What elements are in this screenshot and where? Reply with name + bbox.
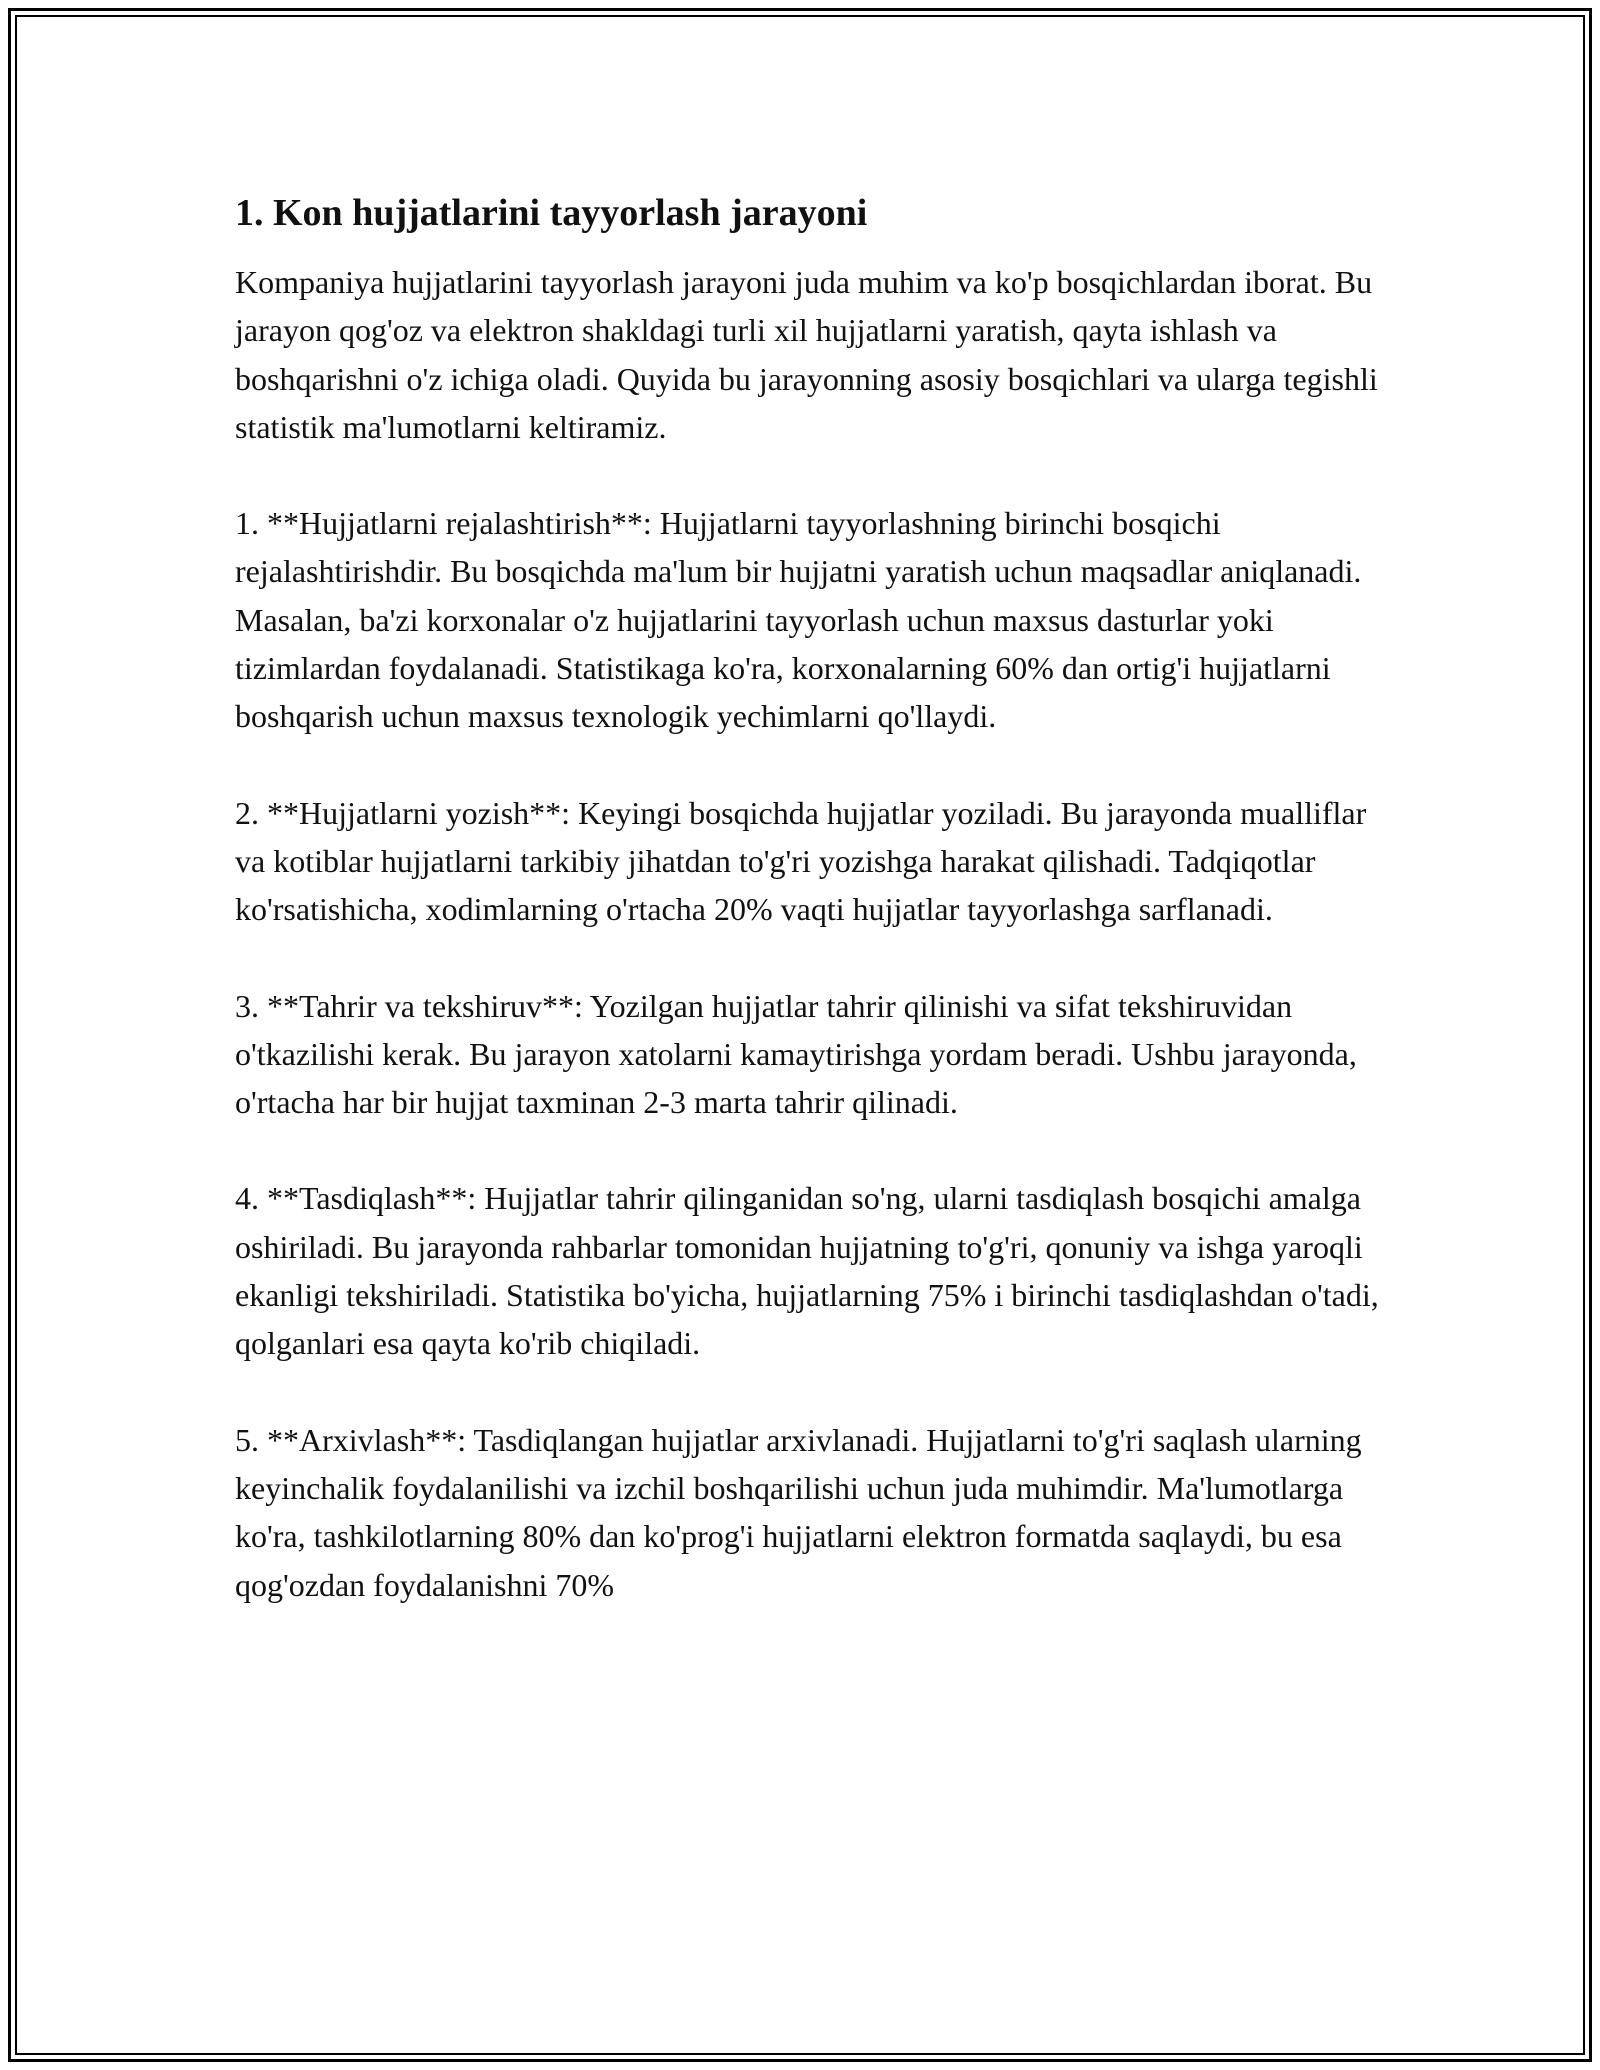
step-archiving-paragraph: 5. **Arxivlash**: Tasdiqlangan hujjatlar arxivlanadi. Hujjatlarni to'g'ri saqlash ularning keyinchalik foydalanilishi va izchil boshqarilishi uchun juda muhimdir. Ma'lumotlarga ko'ra, tashkilotlarning 80% dan ko'prog'i hujjatlarni elektron formatda saqlaydi, bu esa qog'ozdan foydalanishni 70% — [235, 1421, 1362, 1603]
step-review-paragraph: 3. **Tahrir va tekshiruv**: Yozilgan hujjatlar tahrir qilinishi va sifat tekshiruvidan o'tkazilishi kerak. Bu jarayon xatolarni kamaytirishga yordam beradi. Ushbu jarayonda, o'rtacha har bir hujjat taxminan 2-3 marta tahrir qilinadi. — [235, 987, 1357, 1121]
step-planning-paragraph: 1. **Hujjatlarni rejalashtirish**: Hujjatlarni tayyorlashning birinchi bosqichi rejalashtirishdir. Bu bosqichda ma'lum bir hujjatni yaratish uchun maqsadlar aniqlanadi. Masalan, ba'zi korxonalar o'z hujjatlarini tayyorlash uchun maxsus dasturlar yoki tizimlardan foydalanadi. Statistikaga ko'ra, korxonalarning 60% dan ortig'i hujjatlarni boshqarish uchun maxsus texnologik yechimlarni qo'llaydi. — [235, 505, 1362, 735]
step-approval-paragraph: 4. **Tasdiqlash**: Hujjatlar tahrir qilinganidan so'ng, ularni tasdiqlash bosqichi amalga oshiriladi. Bu jarayonda rahbarlar tomonidan hujjatning to'g'ri, qonuniy va ishga yaroqli ekanligi tekshiriladi. Statistika bo'yicha, hujjatlarning 75% i birinchi tasdiqlashdan o'tadi, qolganlari esa qayta ko'rib chiqiladi. — [235, 1180, 1379, 1362]
document-body — [235, 188, 1385, 1657]
intro-paragraph: Kompaniya hujjatlarini tayyorlash jarayoni juda muhim va ko'p bosqichlardan iborat. Bu jarayon qog'oz va elektron shakldagi turli xil hujjatlarni yaratish, qayta ishlash va boshqarishni o'z ichiga oladi. Quyida bu jarayonning asosiy bosqichlari va ularga tegishli statistik ma'lumotlarni keltiramiz. — [235, 264, 1378, 445]
section-heading: 1. Kon hujjatlarini tayyorlash jarayoni — [235, 192, 868, 234]
step-writing-paragraph: 2. **Hujjatlarni yozish**: Keyingi bosqichda hujjatlar yoziladi. Bu jarayonda mualliflar va kotiblar hujjatlarni tarkibiy jihatdan to'g'ri yozishga harakat qilishadi. Tadqiqotlar ko'rsatishicha, xodimlarning o'rtacha 20% vaqti hujjatlar tayyorlashga sarflanadi. — [235, 794, 1367, 928]
